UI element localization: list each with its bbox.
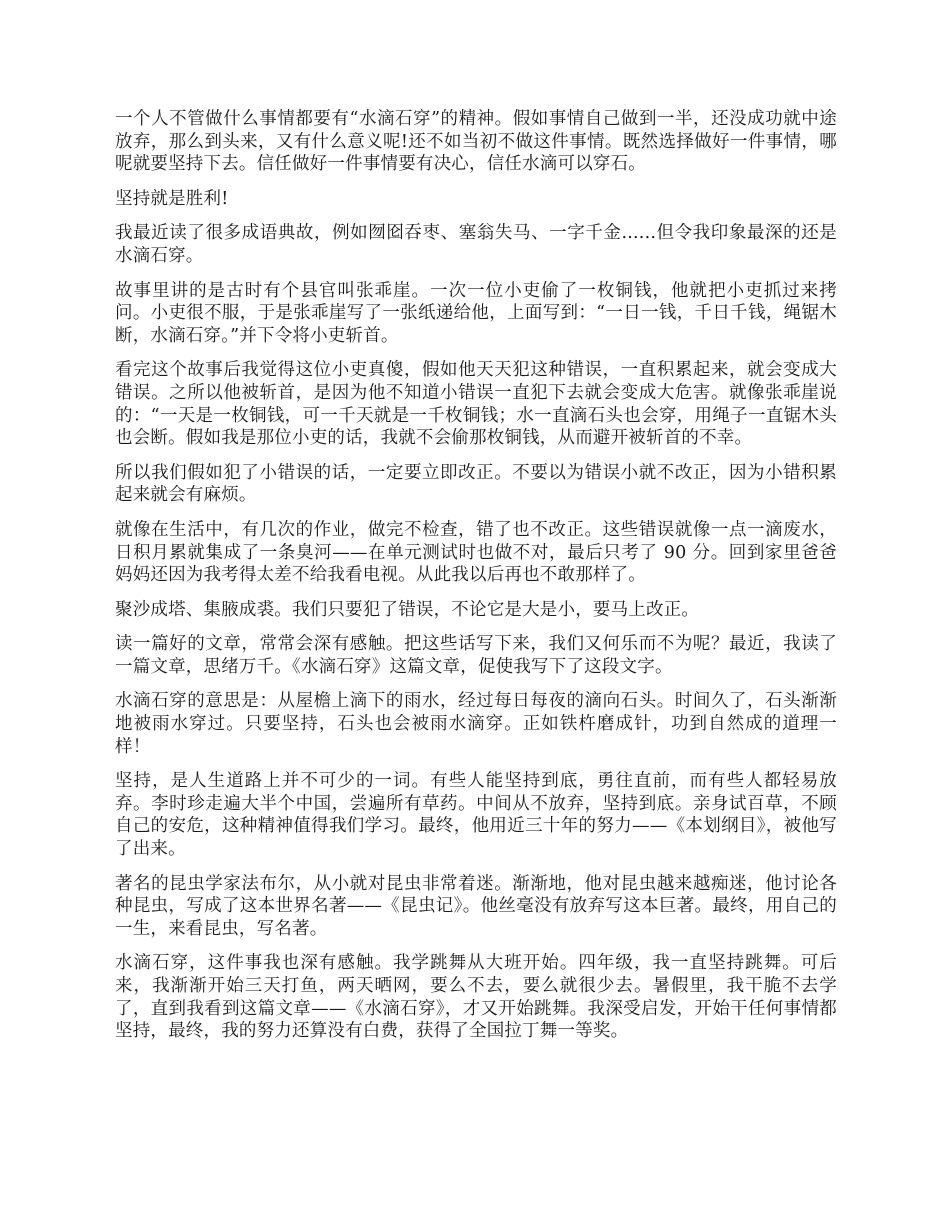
paragraph-10: 水滴石穿的意思是：从屋檐上滴下的雨水，经过每日每夜的滴向石头。时间久了，石头渐渐地被雨水穿过。只要坚持，石头也会被雨水滴穿。正如铁杵磨成针，功到自然成的道理一样！	[115, 691, 837, 757]
paragraph-6: 所以我们假如犯了小错误的话，一定要立即改正。不要以为错误小就不改正，因为小错积累起来就会有麻烦。	[115, 462, 837, 506]
paragraph-2: 坚持就是胜利!	[115, 188, 229, 209]
paragraph-8: 聚沙成塔、集腋成裘。我们只要犯了错误，不论它是大是小，要马上改正。	[115, 599, 700, 620]
paragraph-3: 我最近读了很多成语典故，例如囫囵吞枣、塞翁失马、一字千金......但令我印象最深的还是水滴石穿。	[115, 223, 837, 266]
paragraph-13: 水滴石穿，这件事我也深有感触。我学跳舞从大班开始。四年级，我一直坚持跳舞。可后来，我渐渐开始三天打鱼，两天晒网，要么不去，要么就很少去。暑假里，我干脆不去学了，直到我看到这篇文章——《水滴石穿》，才又开始跳舞。我深受启发，开始干任何事情都坚持，最终，我的努力还算没有白费，获得了全国拉丁舞一等奖。	[115, 953, 837, 1042]
paragraph-5: 看完这个故事后我觉得这位小吏真傻，假如他天天犯这种错误，一直积累起来，就会变成大错误。之所以他被斩首，是因为他不知道小错误一直犯下去就会变成大危害。就像张乖崖说的：“一天是一枚铜钱，可一千天就是一千枚铜钱；水一直滴石头也会穿，用绳子一直锯木头也会断。假如我是那位小吏的话，我就不会偷那枚铜钱，从而避开被斩首的不幸。	[115, 360, 837, 449]
document-body	[115, 108, 837, 1055]
paragraph-7: 就像在生活中，有几次的作业，做完不检查，错了也不改正。这些错误就像一点一滴废水，日积月累就集成了一条臭河——在单元测试时也做不对，最后只考了 90 分。回到家里爸爸妈妈还因为我考得太差不给我看电视。从此我以后再也不敢那样了。	[115, 519, 837, 586]
paragraph-12: 著名的昆虫学家法布尔，从小就对昆虫非常着迷。渐渐地，他对昆虫越来越痴迷，他讨论各种昆虫，写成了这本世界名著——《昆虫记》。他丝毫没有放弃写这本巨著。最终，用自己的一生，来看昆虫，写名著。	[115, 873, 837, 939]
paragraph-11: 坚持，是人生道路上并不可少的一词。有些人能坚持到底，勇往直前，而有些人都轻易放弃。李时珍走遍大半个中国，尝遍所有草药。中间从不放弃，坚持到底。亲身试百草，不顾自己的安危，这种精神值得我们学习。最终，他用近三十年的努力——《本划纲目》，被他写了出来。	[115, 771, 837, 860]
paragraph-1: 一个人不管做什么事情都要有“水滴石穿”的精神。假如事情自己做到一半，还没成功就中途放弃，那么到头来，又有什么意义呢!还不如当初不做这件事情。既然选择做好一件事情，哪呢就要坚持下去。信任做好一件事情要有决心，信任水滴可以穿石。	[115, 109, 837, 175]
paragraph-9: 读一篇好的文章，常常会深有感触。把这些话写下来，我们又何乐而不为呢？最近，我读了一篇文章，思绪万千。《水滴石穿》这篇文章，促使我写下了这段文字。	[115, 634, 837, 677]
paragraph-4: 故事里讲的是古时有个县官叫张乖崖。一次一位小吏偷了一枚铜钱，他就把小吏抓过来拷问。小吏很不服，于是张乖崖写了一张纸递给他，上面写到：“一日一钱，千日千钱，绳锯木断，水滴石穿。”并下令将小吏斩首。	[115, 280, 837, 346]
